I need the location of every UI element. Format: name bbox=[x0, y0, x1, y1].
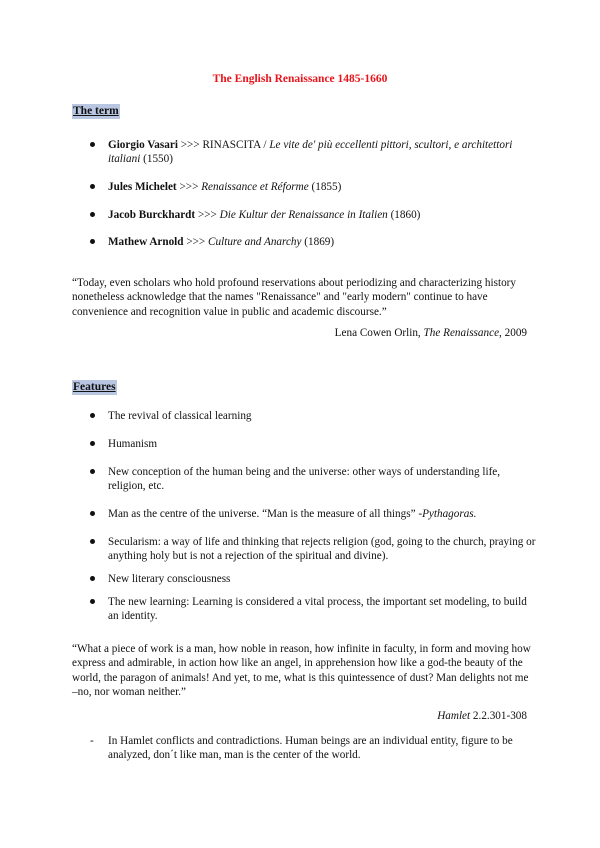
bullet-icon bbox=[90, 511, 95, 516]
term-item-arnold bbox=[90, 235, 538, 249]
feature-item bbox=[90, 507, 538, 521]
feature-text: New conception of the human being and the universe: other ways of understanding life, religion, etc. bbox=[108, 466, 501, 493]
bullet-icon bbox=[90, 539, 95, 544]
term-item-vasari bbox=[90, 138, 538, 167]
term-item-burckhardt bbox=[90, 208, 538, 222]
feature-text: New literary consciousness bbox=[108, 573, 231, 585]
attribution-year: , 2009 bbox=[499, 327, 527, 339]
term-sep: >>> RINASCITA / bbox=[177, 139, 270, 151]
term-sep: >>> bbox=[195, 209, 220, 221]
heading-features: Features bbox=[73, 381, 116, 393]
term-name: Jules Michelet bbox=[108, 181, 177, 193]
bullet-icon bbox=[90, 212, 95, 217]
feature-text: Man as the centre of the universe. “Man is the measure of all things” - bbox=[108, 508, 423, 520]
quote-hamlet: “What a piece of work is a man, how noble in reason, how infinite in faculty, in form and moving how express and admirable, in action how like an angel, in apprehension how like a god-the beauty of the world, the paragon of animals! And yet, to me, what is this quintessence of dust? Man delights not me –no, nor woman neither.” bbox=[72, 643, 531, 698]
term-year: (1855) bbox=[308, 181, 342, 193]
quote-orlin: “Today, even scholars who hold profound reservations about periodizing and characterizing history nonetheless acknowledge that the names "Renaissance" and "early modern" continue to have convenience and recognition value in public and academic discourse.” bbox=[72, 277, 516, 318]
feature-text: The revival of classical learning bbox=[108, 410, 252, 422]
term-work: Le vite de' più eccellenti pittori, scultori, e architettori italiani bbox=[108, 139, 513, 166]
feature-text: The new learning: Learning is considered a vital process, the important set modeling, to build an identity. bbox=[108, 596, 527, 623]
term-year: (1860) bbox=[387, 209, 421, 221]
bullet-icon bbox=[90, 142, 95, 147]
term-sep: >>> bbox=[176, 181, 202, 193]
quote-hamlet-attribution bbox=[437, 709, 527, 723]
attribution-work: Hamlet bbox=[437, 710, 471, 722]
term-name: Jacob Burckhardt bbox=[108, 209, 196, 221]
attribution-work: The Renaissance bbox=[423, 327, 500, 339]
heading-the-term: The term bbox=[73, 105, 119, 117]
document-title: The English Renaissance 1485-1660 bbox=[212, 73, 388, 85]
hamlet-note-text: In Hamlet conflicts and contradictions. Human beings are an individual entity, figure to be analyzed, don´t like man, man is the center of the world. bbox=[108, 735, 513, 762]
term-work: Die Kultur der Renaissance in Italien bbox=[219, 209, 388, 221]
term-year: (1869) bbox=[301, 236, 335, 248]
term-item-michelet bbox=[90, 180, 538, 194]
term-name: Mathew Arnold bbox=[108, 236, 184, 248]
feature-item bbox=[90, 409, 538, 423]
feature-italic: Pythagoras. bbox=[422, 508, 477, 520]
term-sep: >>> bbox=[183, 236, 209, 248]
bullet-icon bbox=[90, 576, 95, 581]
feature-item bbox=[90, 465, 538, 494]
hamlet-note bbox=[90, 734, 548, 763]
feature-item bbox=[90, 572, 538, 586]
feature-item bbox=[90, 437, 538, 451]
term-name: Giorgio Vasari bbox=[108, 139, 178, 151]
feature-text: Secularism: a way of life and thinking that rejects religion (god, going to the church, praying or anything holy but is not a rejection of the spiritual and divine). bbox=[108, 536, 536, 563]
feature-item bbox=[90, 535, 538, 564]
bullet-icon bbox=[90, 469, 95, 474]
attribution-ref: 2.2.301-308 bbox=[470, 710, 527, 722]
quote-orlin-attribution bbox=[335, 326, 527, 340]
feature-item bbox=[90, 595, 538, 624]
bullet-icon bbox=[90, 413, 95, 418]
feature-text: Humanism bbox=[108, 438, 158, 450]
attribution-author: Lena Cowen Orlin, bbox=[334, 327, 424, 339]
dash-marker: - bbox=[90, 735, 94, 747]
bullet-icon bbox=[90, 184, 95, 189]
term-year: (1550) bbox=[140, 153, 173, 166]
term-work: Culture and Anarchy bbox=[208, 236, 302, 248]
bullet-icon bbox=[90, 239, 95, 244]
bullet-icon bbox=[90, 599, 95, 604]
bullet-icon bbox=[90, 441, 95, 446]
term-work: Renaissance et Réforme bbox=[201, 181, 309, 193]
